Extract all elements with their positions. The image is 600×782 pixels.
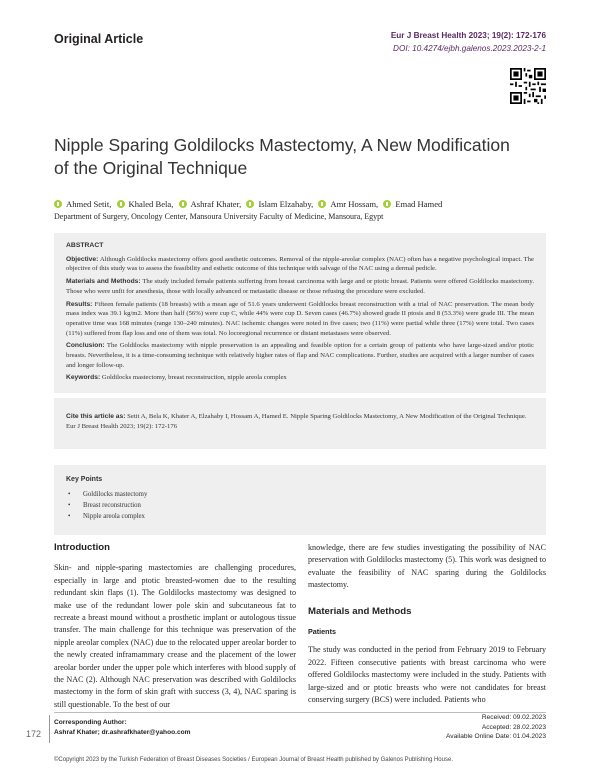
left-column [54, 542, 296, 711]
orcid-icon[interactable] [246, 200, 254, 208]
cite-box [54, 398, 546, 449]
doi-link[interactable]: DOI: 10.4274/ejbh.galenos.2023.2023-2-1 [393, 44, 546, 53]
article-dates [446, 713, 546, 742]
methods-heading: Materials and Methods [308, 605, 412, 617]
abstract-objective-text: Although Goldilocks mastectomy offers good aesthetic outcomes. Removal of the nipple-areolar complex (NAC) often has a negative psychological impact. The objective of this study was to assess the feasibility and esthetic outcome of this technique with salvage of the NAC using a dermal pedicle. [66, 255, 534, 273]
introduction-text: Skin- and nipple-sparing mastectomies are challenging procedures, especially in large and ptotic breasted-women due to the resulting redundant skin flaps (1). The Goldilocks mastectomy was designed to make use of the redundant lower pole skin and subcutaneous fat to recreate a breast mound without a prosthetic implant or autologous tissue transfer. The main challenge for this technique was preservation of the nipple areolar complex (NAC) due to the relocated upper areolar border to the newly created inframammary crease and the placement of the lower areolar border under the upper pole which interferes with blood supply of the NAC (2). Although NAC preservation was described with Goldilocks mastectomy in the form of skin graft with success (3, 4), NAC sparing is still questionable. To the best of our [54, 563, 296, 709]
author-item[interactable] [117, 199, 174, 209]
corresponding-author-contact[interactable]: Ashraf Khater; dr.ashrafkhater@yahoo.com [54, 729, 191, 736]
orcid-icon[interactable] [179, 200, 187, 208]
accepted-date: Accepted: 28.02.2023 [481, 723, 546, 731]
corresponding-author [54, 718, 191, 738]
abstract-conclusion-label: Conclusion: [66, 342, 105, 350]
abstract-conclusion-text: The Goldilocks mastectomy with nipple preservation is an appealing and feasible option for a certain group of patients who have large-sized and/or ptotic breasts. Nevertheless, it is a time-consuming technique with relatively higher rates of flap and NAC complications. Further, studies are acquired with a larger number of cases and longer follow-up. [66, 342, 534, 369]
author-name: Amr Hossam, [330, 199, 379, 209]
key-point-item: • Goldilocks mastectomy [66, 489, 534, 500]
article-title: Nipple Sparing Goldilocks Mastectomy, A New Modification of the Original Technique [54, 135, 510, 178]
abstract-results-text: Fifteen female patients (18 breasts) with a mean age of 51.6 years underwent Goldilocks breast reconstruction with a trial of NAC preservation. The mean body mass index was 39.1 kg/m2. More than half (56%) were cup C, while 44% were cup D. Seven cases (46.7%) showed grade II ptosis and 8 (53.3%) were grade III. The mean operative time was 168 minutes (range 130–240 minutes). NAC ischemic changes were noted in five cases; two (11%) were partial while three (17%) were total. Two cases (11%) suffered from flap loss and one of them was total. No locoregional recurrence or distant metastases were observed. [66, 300, 535, 337]
cite-label: Cite this article as: [66, 413, 126, 420]
abstract-keywords-label: Keywords: [66, 374, 101, 382]
abstract-results-label: Results: [66, 300, 93, 308]
key-points-title: Key Points [66, 476, 103, 483]
author-name: Islam Elzahaby, [258, 199, 314, 209]
key-point-item: • Breast reconstruction [66, 500, 534, 511]
author-name: Emad Hamed [395, 199, 443, 209]
abstract-keywords [66, 373, 534, 383]
patients-subheading: Patients [308, 627, 336, 637]
orcid-icon[interactable] [318, 200, 326, 208]
abstract-objective [66, 255, 534, 274]
copyright-notice: ©Copyright 2023 by the Turkish Federation of Breast Diseases Societies / European Journal of Breast Health published by Galenos Publishing House. [54, 757, 453, 763]
abstract-methods-label: Materials and Methods: [66, 278, 141, 286]
cite-text: Setit A, Bela K, Khater A, Elzahaby I, Hossam A, Hamed E. Nipple Sparing Goldilocks Mastectomy, A New Modification of the Original Technique. Eur J Breast Health 2023; 19(2): 172-176 [66, 413, 527, 430]
introduction-continued: knowledge, there are few studies investigating the possibility of NAC preservation with Goldilocks mastectomy (5). This work was designed to evaluate the feasibility of NAC sparing during the Goldilocks mastectomy. [308, 543, 546, 590]
author-item[interactable] [54, 199, 111, 209]
abstract-methods [66, 277, 534, 296]
abstract-box [54, 233, 546, 393]
received-date: Received: 09.02.2023 [481, 714, 546, 721]
author-item[interactable] [246, 199, 313, 209]
orcid-icon[interactable] [54, 200, 62, 208]
corresponding-author-label: Corresponding Author: [54, 719, 127, 726]
author-list [54, 199, 554, 210]
author-item[interactable] [383, 199, 442, 209]
affiliation: Department of Surgery, Oncology Center, Mansoura University Faculty of Medicine, Mansoura, Egypt [54, 212, 384, 221]
methods-text: The study was conducted in the period from February 2019 to February 2022. Fifteen consecutive patients with breast carcinoma who were offered Goldilocks mastectomy were included in the study. Patients with large-sized and or ptotic breasts who were not candidates for breast conserving surgery (BCS) were included. Patients who [308, 645, 546, 705]
abstract-conclusion [66, 341, 534, 370]
author-name: Ashraf Khater, [190, 199, 242, 209]
introduction-heading: Introduction [54, 542, 110, 553]
author-name: Khaled Bela, [128, 199, 174, 209]
abstract-objective-label: Objective: [66, 255, 99, 263]
author-name: Ahmed Setit, [66, 199, 112, 209]
abstract-keywords-text: Goldilocks mastectomy, breast reconstruction, nipple areola complex [101, 374, 287, 382]
abstract-heading: ABSTRACT [66, 242, 104, 249]
right-column [308, 542, 546, 706]
abstract-results [66, 300, 534, 339]
orcid-icon[interactable] [117, 200, 125, 208]
article-type-label: Original Article [54, 32, 144, 46]
journal-reference: Eur J Breast Health 2023; 19(2): 172-176 [390, 31, 546, 40]
key-points-box [54, 465, 546, 535]
page-number-separator [49, 715, 50, 743]
orcid-icon[interactable] [383, 200, 391, 208]
key-point-item: • Nipple areola complex [66, 511, 534, 522]
author-item[interactable] [318, 199, 378, 209]
abstract-methods-text: The study included female patients suffering from breast carcinoma with large and or ptotic breast. Patients were offered Goldilocks mastectomy. Those who were unfit for anesthesia, those with locally advanced or metastatic disease or those refusing the procedure were excluded. [66, 278, 534, 295]
qr-code-icon [510, 68, 546, 104]
author-item[interactable] [179, 199, 242, 209]
online-date: Available Online Date: 01.04.2023 [446, 733, 546, 741]
page-number: 172 [26, 729, 42, 739]
